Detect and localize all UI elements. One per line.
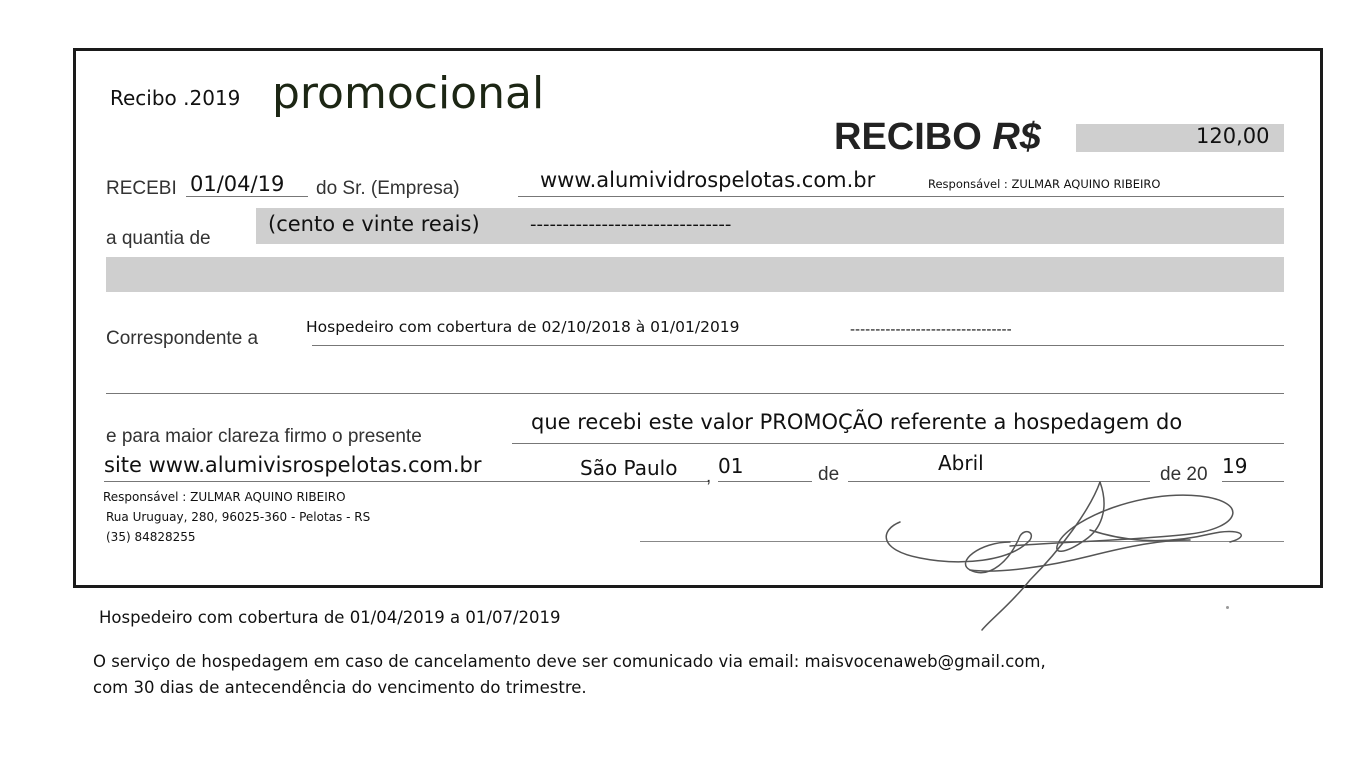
responsible-inline: Responsável : ZULMAR AQUINO RIBEIRO	[928, 177, 1161, 191]
city-line	[104, 481, 708, 482]
amount-extra-field	[106, 257, 1284, 292]
company-line	[518, 196, 1284, 197]
footer-address: Rua Uruguay, 280, 96025-360 - Pelotas - RS	[106, 510, 371, 524]
clarity-text: que recebi este valor PROMOÇÃO referente a hospedagem do	[531, 410, 1183, 434]
stray-dot	[1226, 606, 1229, 609]
currency-symbol: R$	[992, 116, 1041, 158]
year-label: de 20	[1160, 464, 1208, 485]
day-line	[718, 481, 812, 482]
cancel-note-line1: O serviço de hospedagem em caso de cancelamento deve ser comunicado via email: maisvocenaweb@gmail.com,	[93, 652, 1046, 671]
clarity-label: e para maior clareza firmo o presente	[106, 426, 422, 447]
signature-graphic	[860, 470, 1280, 640]
correspondent-dashes: --------------------------------	[850, 322, 1012, 338]
company-name: www.alumividrospelotas.com.br	[540, 168, 876, 192]
recibo-word: RECIBO	[834, 116, 982, 158]
cancel-note-line2: com 30 dias de antecendência do vencimento do trimestre.	[93, 678, 587, 697]
footer-phone: (35) 84828255	[106, 530, 196, 544]
receipt-small-title: Recibo .2019	[110, 86, 241, 110]
footer-responsible: Responsável : ZULMAR AQUINO RIBEIRO	[103, 490, 346, 504]
de-label: de	[818, 464, 840, 485]
year-suffix: 19	[1222, 454, 1248, 478]
received-date-line	[186, 196, 308, 197]
correspondent-text: Hospedeiro com cobertura de 02/10/2018 à 01/01/2019	[306, 318, 740, 336]
amount-words: (cento e vinte reais)	[268, 212, 480, 236]
day-value: 01	[718, 454, 744, 478]
city-name: São Paulo	[580, 456, 678, 480]
month-value: Abril	[938, 451, 984, 475]
site-text: site www.alumivisrospelotas.com.br	[104, 453, 482, 477]
amount-label: a quantia de	[106, 228, 211, 249]
amount-value: 120,00	[1196, 124, 1270, 148]
correspondent-label: Correspondente a	[106, 328, 259, 349]
received-date: 01/04/19	[190, 172, 285, 196]
receipt-big-title: promocional	[272, 68, 545, 119]
amount-dashes: -------------------------------	[530, 214, 732, 235]
correspondent-line	[312, 345, 1284, 346]
from-label: do Sr. (Empresa)	[316, 178, 460, 199]
blank-line	[106, 393, 1284, 394]
coverage-note: Hospedeiro com cobertura de 01/04/2019 a 01/07/2019	[99, 608, 561, 627]
clarity-line	[512, 443, 1284, 444]
received-label: RECEBI	[106, 178, 177, 199]
city-comma: ,	[706, 466, 712, 487]
recibo-heading	[834, 116, 1041, 159]
